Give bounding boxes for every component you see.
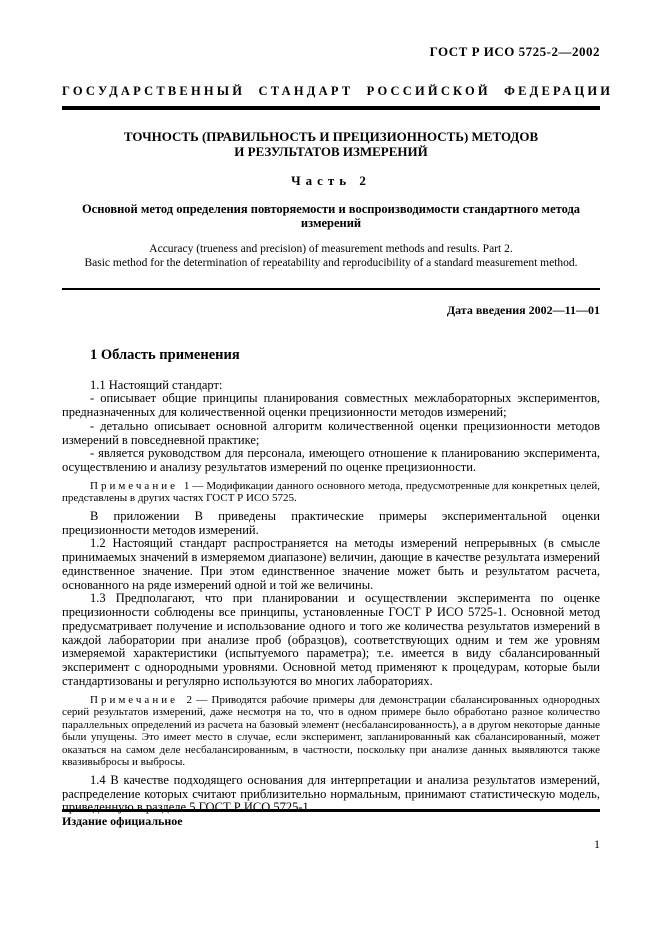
title-russian <box>62 129 600 160</box>
title-english <box>62 243 600 270</box>
paragraph-bullet-3: - является руководством для персонала, имеющего отношение к планированию эксперимента, осуществлению и анализу результатов измерений по оценке прецизионности. <box>62 446 600 475</box>
date-rule <box>62 288 600 290</box>
effective-date: Дата введения 2002—11—01 <box>446 302 600 317</box>
title-en-line2: Basic method for the determination of repeatability and reproducibility of a standard measurement method. <box>84 256 578 269</box>
paragraph-1-1: 1.1 Настоящий стандарт: <box>90 377 223 392</box>
paragraph-1-4: 1.4 В качестве подходящего основания для интерпретации и анализа результатов измерений, распределение которых считают приблизительно нормальным, принимают статистическую модель, приведенную в разделе 5 ГОСТ Р ИСО 5725-1. <box>62 772 600 815</box>
page-footer <box>62 809 600 852</box>
title-en-line1: Accuracy (trueness and precision) of measurement methods and results. Part 2. <box>149 243 513 256</box>
paragraph-1-3: 1.3 Предполагают, что при планировании и осуществлении эксперимента по оценке прецизионности соблюдены все принципы, установленные ГОСТ Р ИСО 5725-1. Основной метод предусматривает получение и использование одного и того же количества результатов измерений в каждой лаборатории при анализе проб (образцов), соответствующих одним и тем же уровням измеряемой характеристики (испытуемого параметра); т.е. имеется в виду сбалансированный эксперимент с однородными уровнями. Основной метод применяют к процедурам, которые были стандартизованы и регулярно используются во многих лабораториях. <box>62 591 600 688</box>
title-line1: ТОЧНОСТЬ (ПРАВИЛЬНОСТЬ И ПРЕЦИЗИОННОСТЬ) МЕТОДОВ <box>123 129 539 144</box>
section-1-heading: 1 Область применения <box>90 346 240 363</box>
note-1 <box>62 480 600 505</box>
paragraph-appendix: В приложении В приведены практические примеры экспериментальной оценки прецизионности методов измерений. <box>62 508 600 537</box>
note-2-text: 2 — Приводятся рабочие примеры для демонстрации сбалансированных однородных серий результатов измерений, даже несмотря на то, что в одном примере было обработано разное количество параллельных определений из расчета на базовый элемент (несбалансированность), а в другом некоторые данные были упущены. Это имеет место в случае, если эксперимент, запланированный как сбалансированный, может оказаться на самом деле несбалансированным, в частности, поскольку при анализе данных выявляются также квазивыбросы и выбросы. <box>62 693 601 769</box>
page-content <box>62 0 614 815</box>
paragraph-bullet-2: - детально описывает основной алгоритм количественной оценки прецизионности методов измерений в повседневной практике; <box>62 418 600 447</box>
note-2 <box>62 694 600 769</box>
note-2-label: Примечание <box>90 693 178 706</box>
part-label: Часть 2 <box>291 172 371 188</box>
title-line2: И РЕЗУЛЬТАТОВ ИЗМЕРЕНИЙ <box>234 144 428 160</box>
header-rule <box>62 106 600 110</box>
subtitle-russian: Основной метод определения повторяемости и воспроизводимости стандартного метода измерений <box>81 201 581 231</box>
paragraph-1-2: 1.2 Настоящий стандарт распространяется на методы измерений непрерывных (в смысле принимаемых значений в измеряемом диапазоне) величин, дающие в качестве результата измерений единственное значение. При этом единственное значение может быть и результатом расчета, основанного на ряде измерений одной и той же величины. <box>62 536 600 592</box>
paragraph-bullet-1: - описывает общие принципы планирования совместных межлабораторных экспериментов, предназначенных для количественной оценки прецизионности методов измерений; <box>62 391 600 420</box>
page-number: 1 <box>594 837 600 851</box>
note-1-text: 1 — Модификации данного основного метода, предусмотренные для конкретных целей, представлены в других частях ГОСТ Р ИСО 5725. <box>62 479 600 505</box>
official-edition-label: Издание официальное <box>62 814 183 828</box>
note-1-label: Примечание <box>90 479 178 492</box>
doc-number: ГОСТ Р ИСО 5725-2—2002 <box>429 44 600 59</box>
standard-type-banner: ГОСУДАРСТВЕННЫЙ СТАНДАРТ РОССИЙСКОЙ ФЕДЕРАЦИИ <box>62 84 614 98</box>
